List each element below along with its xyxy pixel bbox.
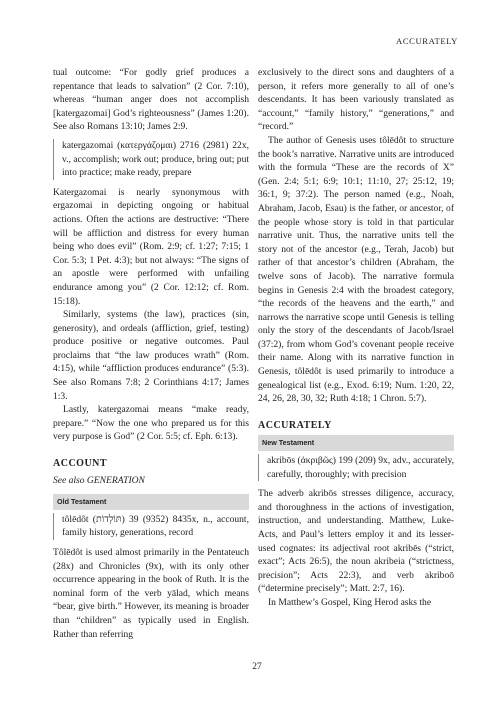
paragraph: exclusively to the direct sons and daughters of a person, it refers more generally to all of one’s descendants. It has been variously translated as “account,” “family history,” “generations,” and “record.” (258, 67, 454, 133)
lemma-text: akribōs (ἀκριβῶς) 199 (209) 9x, adv., accurately, carefully, thoroughly; with precision (267, 455, 454, 480)
paragraph: Lastly, katergazomai means “make ready, prepare.” “Now the one who prepared us for this very purpose is God” (2 Cor. 5:5; cf. Eph. 6:13). (53, 404, 249, 443)
paragraph: Tôlēdôt is used almost primarily in the Pentateuch (28x) and Chronicles (9x), with its only other occurrence appearing in the book of Ruth. It is the nominal form of the verb yālad, which means “bear, give birth.” However, its meaning is broader than “children” as typically used in English. Rather than referring (53, 547, 249, 640)
lemma-text: tôlēdôt (תּוֹלְדוֹת) 8435 (9352) 39x, n., account, family history, generations, record (62, 513, 249, 539)
paragraph: Katergazomai is nearly synonymous with ergazomai in depicting ongoing or habitual actions. Often the actions are destructive: “There will be affliction and distress for every human being who does evil” (Rom. 2:9; cf. 1:27; 7:15; 1 Cor. 5:3; 1 Pet. 4:3); but not always: “The signs of an apostle were performed with unfailing endurance among you” (2 Cor. 12:12; cf. Rom. 15:18). (53, 186, 249, 307)
paragraph: In Matthew’s Gospel, King Herod asks the (268, 596, 432, 608)
entry-heading-accurately: ACCURATELY (258, 419, 332, 431)
right-column (258, 66, 454, 610)
lemma-block-akribos (258, 454, 454, 481)
running-head: ACCURATELY (396, 36, 458, 46)
entry-heading-account: ACCOUNT (53, 458, 108, 470)
paragraph: The author of Genesis uses tôlēdôt to structure the book’s narrative. Narrative units are introduced with the formula “These are the records of X” (Gen. 2:4; 5:1; 6:9; 10:1; 11:10, 27; 25:12, 19; 36:1, 9; 37:2). The person named (e.g., Noah, Abraham, Jacob, Esau) is the father, or ancestor, of the people whose story is told in that particular narrative unit. Thus, the narrative units tell the story not of the ancestor (e.g., Terah, Jacob) but rather of that ancestor’s children (Abraham, the twelve sons of Jacob). The narrative formula begins in Genesis 2:4 with the broadest category, “the records of the heavens and the earth,” and narrows the narrative scope until Genesis is telling only the story of the descendants of Jacob/Israel (37:2), from whom God’s covenant people receive their name. Along with its narrative function in Genesis, tôlēdôt is used primarily to introduce a genealogical list (e.g., Exod. 6:19; Num. 1:20, 22, 24, 26, 28, 30, 32; Ruth 4:18; 1 Chron. 5:7). (258, 134, 454, 405)
page-number: 27 (252, 662, 262, 672)
paragraph: The adverb akribōs stresses diligence, accuracy, and thoroughness in the actions of investigation, instruction, and understanding. Matthew, Luke-Acts, and Paul’s letters employ it and its lesser-used cognates: its adjectival root akribēs (“strict, exact”; Acts 26:5), the noun akribeia (“strictness, precision”; Acts 22:3), and verb akriboō (“determine precisely”; Matt. 2:7, 16). (258, 488, 454, 595)
testament-label: Old Testament (53, 494, 249, 510)
lemma-block-toledot (53, 513, 249, 540)
paragraph: tual outcome: “For godly grief produces a repentance that leads to salvation” (2 Cor. 7:10), whereas “human anger does not accomplish [katergazomai] God’s righteousness” (James 1:20). See also Romans 13:10; James 2:9. (53, 67, 249, 133)
testament-label: New Testament (258, 435, 454, 451)
paragraph: Similarly, systems (the law), practices (sin, generosity), and ordeals (affliction, grief, testing) produce positive or negative outcomes. Paul proclaims that “the law produces wrath” (Rom. 4:15), while “affliction produces endurance” (5:3). See also Romans 7:8; 2 Corinthians 4:17; James 1:3. (53, 309, 249, 402)
lemma-text: katergazomai (κατεργάζομαι) 2716 (2981) 22x, v., accomplish; work out; produce, bring out; put into practice; make ready, prepare (62, 139, 249, 179)
see-also-link[interactable]: See also GENERATION (53, 474, 145, 486)
lemma-block-katergazomai (53, 139, 249, 180)
left-column (53, 66, 249, 641)
